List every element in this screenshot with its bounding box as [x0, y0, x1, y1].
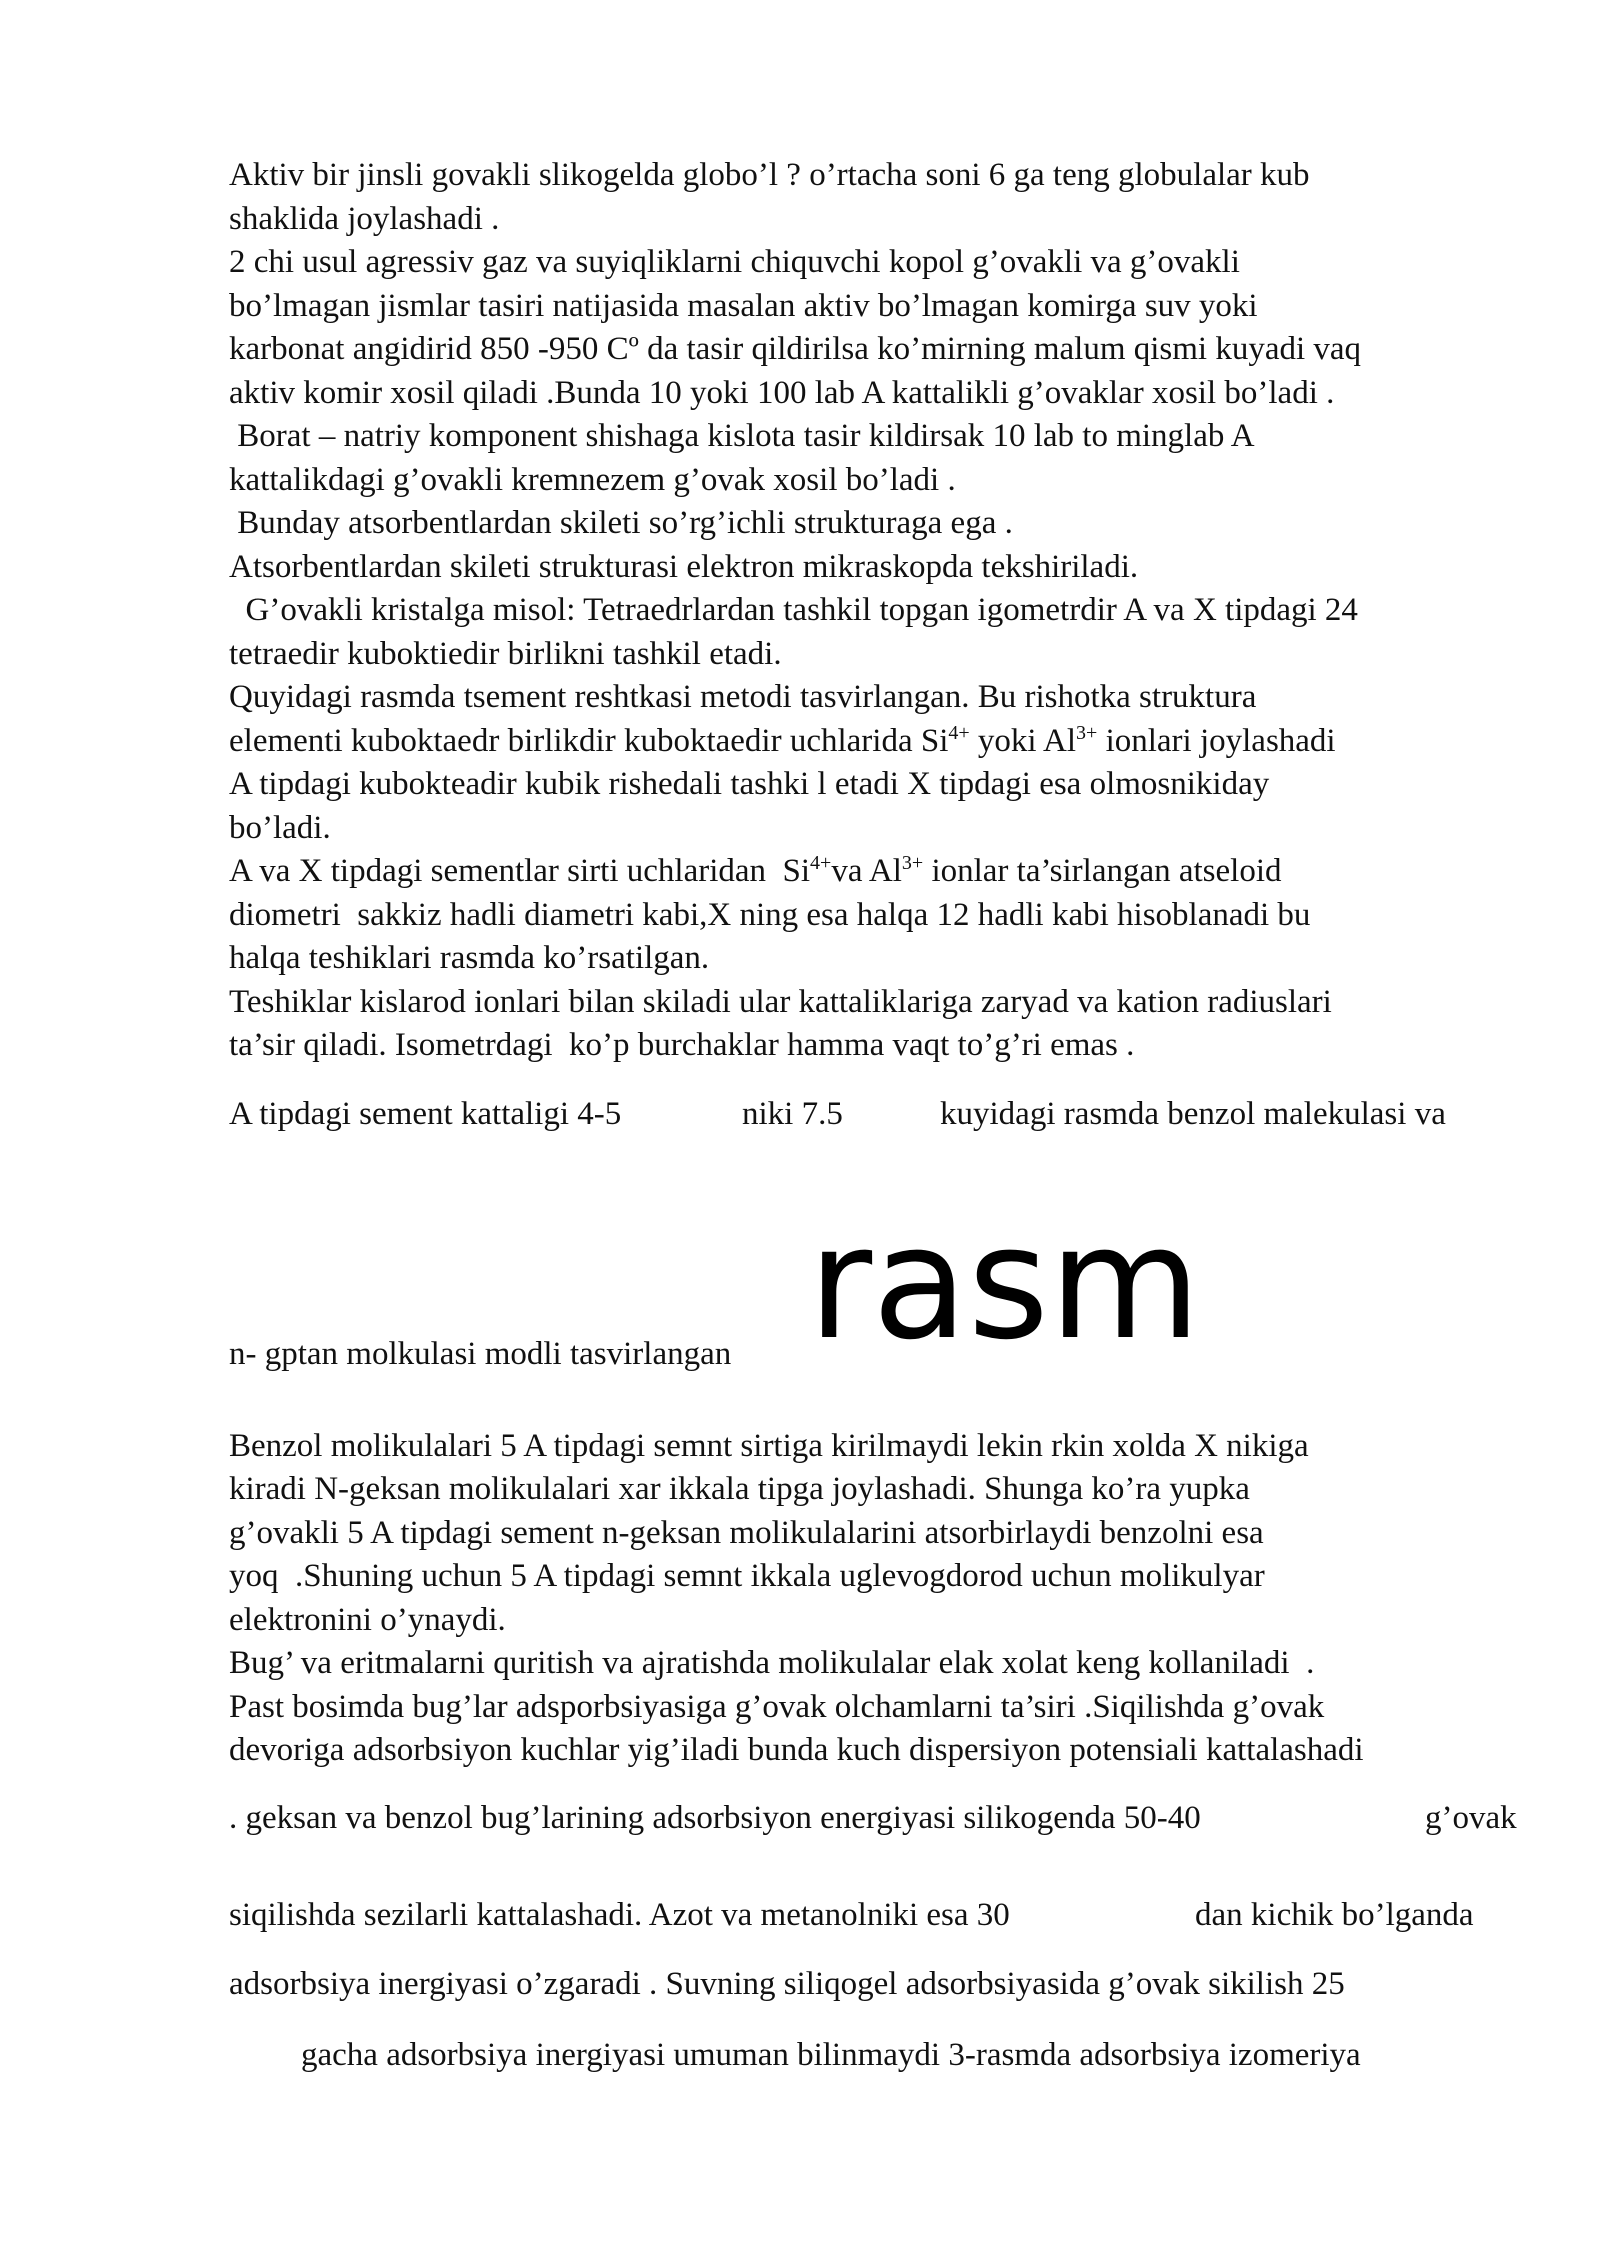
text-line: bo’ladi. [229, 810, 331, 846]
text-line: Past bosimda bug’lar adsporbsiyasiga g’ovak olchamlarni ta’siri .Siqilishda g’ovak [229, 1689, 1325, 1725]
ion-charge: 3+ [901, 852, 924, 874]
text-run: elementi kuboktaedr birlikdir kuboktaedir uchlarida Si [229, 723, 949, 759]
text-line: Bug’ va eritmalarni quritish va ajratishda molikulalar elak xolat keng kollaniladi . [229, 1645, 1315, 1681]
text-run: ionlar ta’sirlangan atseloid [923, 853, 1282, 889]
text-line: Benzol molikulalari 5 A tipdagi semnt sirtiga kirilmaydi lekin rkin xolda X nikiga [229, 1428, 1309, 1464]
text-line: gacha adsorbsiya inergiyasi umuman bilinmaydi 3-rasmda adsorbsiya izomeriya [301, 2037, 1361, 2073]
text-run: A tipdagi sement kattaligi 4-5 [229, 1096, 622, 1132]
text-line: 2 chi usul agressiv gaz va suyiqliklarni chiquvchi kopol g’ovakli va g’ovakli [229, 244, 1240, 280]
text-line: aktiv komir xosil qiladi .Bunda 10 yoki 100 lab A kattalikli g’ovaklar xosil bo’ladi . [229, 375, 1335, 411]
text-line: Aktiv bir jinsli govakli slikogelda globo’l ? o’rtacha soni 6 ga teng globulalar kub [229, 157, 1310, 193]
text-line: Atsorbentlardan skileti strukturasi elektron mikraskopda tekshiriladi. [229, 549, 1139, 585]
text-line: Quyidagi rasmda tsement reshtkasi metodi tasvirlangan. Bu rishotka struktura [229, 679, 1257, 715]
text-line-ions [229, 720, 1336, 763]
ion-charge: 3+ [1076, 722, 1098, 744]
text-line: Bunday atsorbentlardan skileti so’rg’ichli strukturaga ega . [229, 505, 1013, 541]
text-run: yoki Al [969, 723, 1077, 759]
text-line: ta’sir qiladi. Isometrdagi ko’p burchaklar hamma vaqt to’g’ri emas . [229, 1027, 1135, 1063]
text-line: G’ovakli kristalga misol: Tetraedrlardan tashkil topgan igometrdir A va X tipdagi 24 [229, 592, 1358, 628]
text-run: siqilishda sezilarli kattalashadi. Azot va metanolniki esa 30 [229, 1897, 1010, 1933]
text-line: shaklida joylashadi . [229, 201, 500, 237]
text-line: A tipdagi kubokteadir kubik rishedali tashki l etadi X tipdagi esa olmosnikiday [229, 766, 1270, 802]
text-line: bo’lmagan jismlar tasiri natijasida masalan aktiv bo’lmagan komirga suv yoki [229, 288, 1258, 324]
text-line: adsorbsiya inergiyasi o’zgaradi . Suvning siliqogel adsorbsiyasida g’ovak sikilish 25 [229, 1966, 1345, 2002]
text-line: karbonat angidirid 850 -950 Cº da tasir qildirilsa ko’mirning malum qismi kuyadi vaq [229, 331, 1362, 367]
azot-line [229, 1894, 1474, 1937]
text-line: kattalikdagi g’ovakli kremnezem g’ovak xosil bo’ladi . [229, 462, 956, 498]
text-line: tetraedir kuboktiedir birlikni tashkil etadi. [229, 636, 782, 672]
text-line: g’ovakli 5 A tipdagi sement n-geksan molikulalarini atsorbirlaydi benzolni esa [229, 1515, 1264, 1551]
text-line-ions [229, 850, 1282, 893]
text-run: dan kichik bo’lganda [1195, 1897, 1474, 1933]
text-line: elektronini o’ynaydi. [229, 1602, 506, 1638]
text-line: devoriga adsorbsiyon kuchlar yig’iladi bunda kuch dispersiyon potensiali kattalashadi [229, 1732, 1364, 1768]
text-run: kuyidagi rasmda benzol malekulasi va [940, 1096, 1446, 1132]
ion-charge: 4+ [948, 722, 970, 744]
text-line: yoq .Shuning uchun 5 A tipdagi semnt ikkala uglevogdorod uchun molikulyar [229, 1558, 1265, 1594]
text-run: niki 7.5 [742, 1096, 843, 1132]
text-line: halqa teshiklari rasmda ko’rsatilgan. [229, 940, 710, 976]
sement-size-line [229, 1093, 1446, 1136]
text-line: Teshiklar kislarod ionlari bilan skiladi ular kattaliklariga zaryad va kation radiuslari [229, 984, 1332, 1020]
text-line: Borat – natriy komponent shishaga kislota tasir kildirsak 10 lab to minglab A [229, 418, 1255, 454]
text-run: va Al [831, 853, 902, 889]
text-run: ionlari joylashadi [1097, 723, 1336, 759]
image-placeholder-word: rasm [808, 1192, 1201, 1374]
text-run: . geksan va benzol bug’larining adsorbsiyon energiyasi silikogenda 50-40 [229, 1800, 1201, 1836]
text-run: g’ovak [1425, 1800, 1517, 1836]
text-run: A va X tipdagi sementlar sirti uchlaridan Si [229, 853, 811, 889]
model-caption-line: n- gptan molkulasi modli tasvirlangan [229, 1336, 732, 1372]
text-line: diometri sakkiz hadli diametri kabi,X ning esa halqa 12 hadli kabi hisoblanadi bu [229, 897, 1311, 933]
geksan-line [229, 1797, 1517, 1840]
ion-charge: 4+ [810, 852, 832, 874]
text-line: kiradi N-geksan molikulalari xar ikkala tipga joylashadi. Shunga ko’ra yupka [229, 1471, 1250, 1507]
